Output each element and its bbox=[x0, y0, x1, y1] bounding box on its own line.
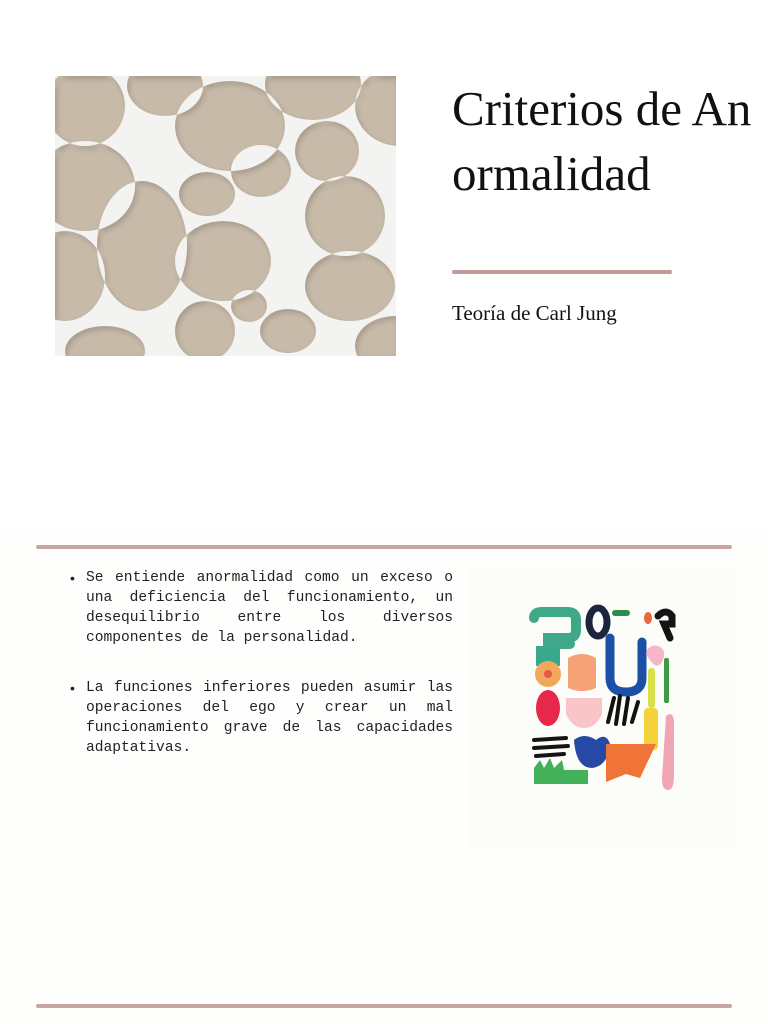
bullet-item bbox=[70, 568, 453, 648]
top-divider bbox=[36, 545, 732, 549]
bullet-list bbox=[70, 568, 453, 788]
content-slide bbox=[0, 530, 768, 1024]
slide-subtitle: Teoría de Carl Jung bbox=[452, 301, 617, 325]
bottom-divider bbox=[36, 1004, 732, 1008]
circles-pattern-image bbox=[55, 76, 396, 356]
bullet-item bbox=[70, 678, 453, 758]
title-divider bbox=[452, 270, 672, 274]
title-slide bbox=[0, 0, 768, 430]
bullet-icon: • bbox=[70, 680, 75, 696]
slide-title: Criterios de Anormalidad bbox=[452, 81, 752, 201]
abstract-shapes-image bbox=[470, 568, 736, 850]
bullet-text: Se entiende anormalidad como un exceso o una deficiencia del funcionamiento, un desequilibrio entre los diversos componentes de la personalidad. bbox=[86, 570, 453, 646]
bullet-text: La funciones inferiores pueden asumir las operaciones del ego y crear un mal funcionamiento grave de las capacidades adaptativas. bbox=[86, 680, 453, 756]
bullet-icon: • bbox=[70, 570, 75, 586]
